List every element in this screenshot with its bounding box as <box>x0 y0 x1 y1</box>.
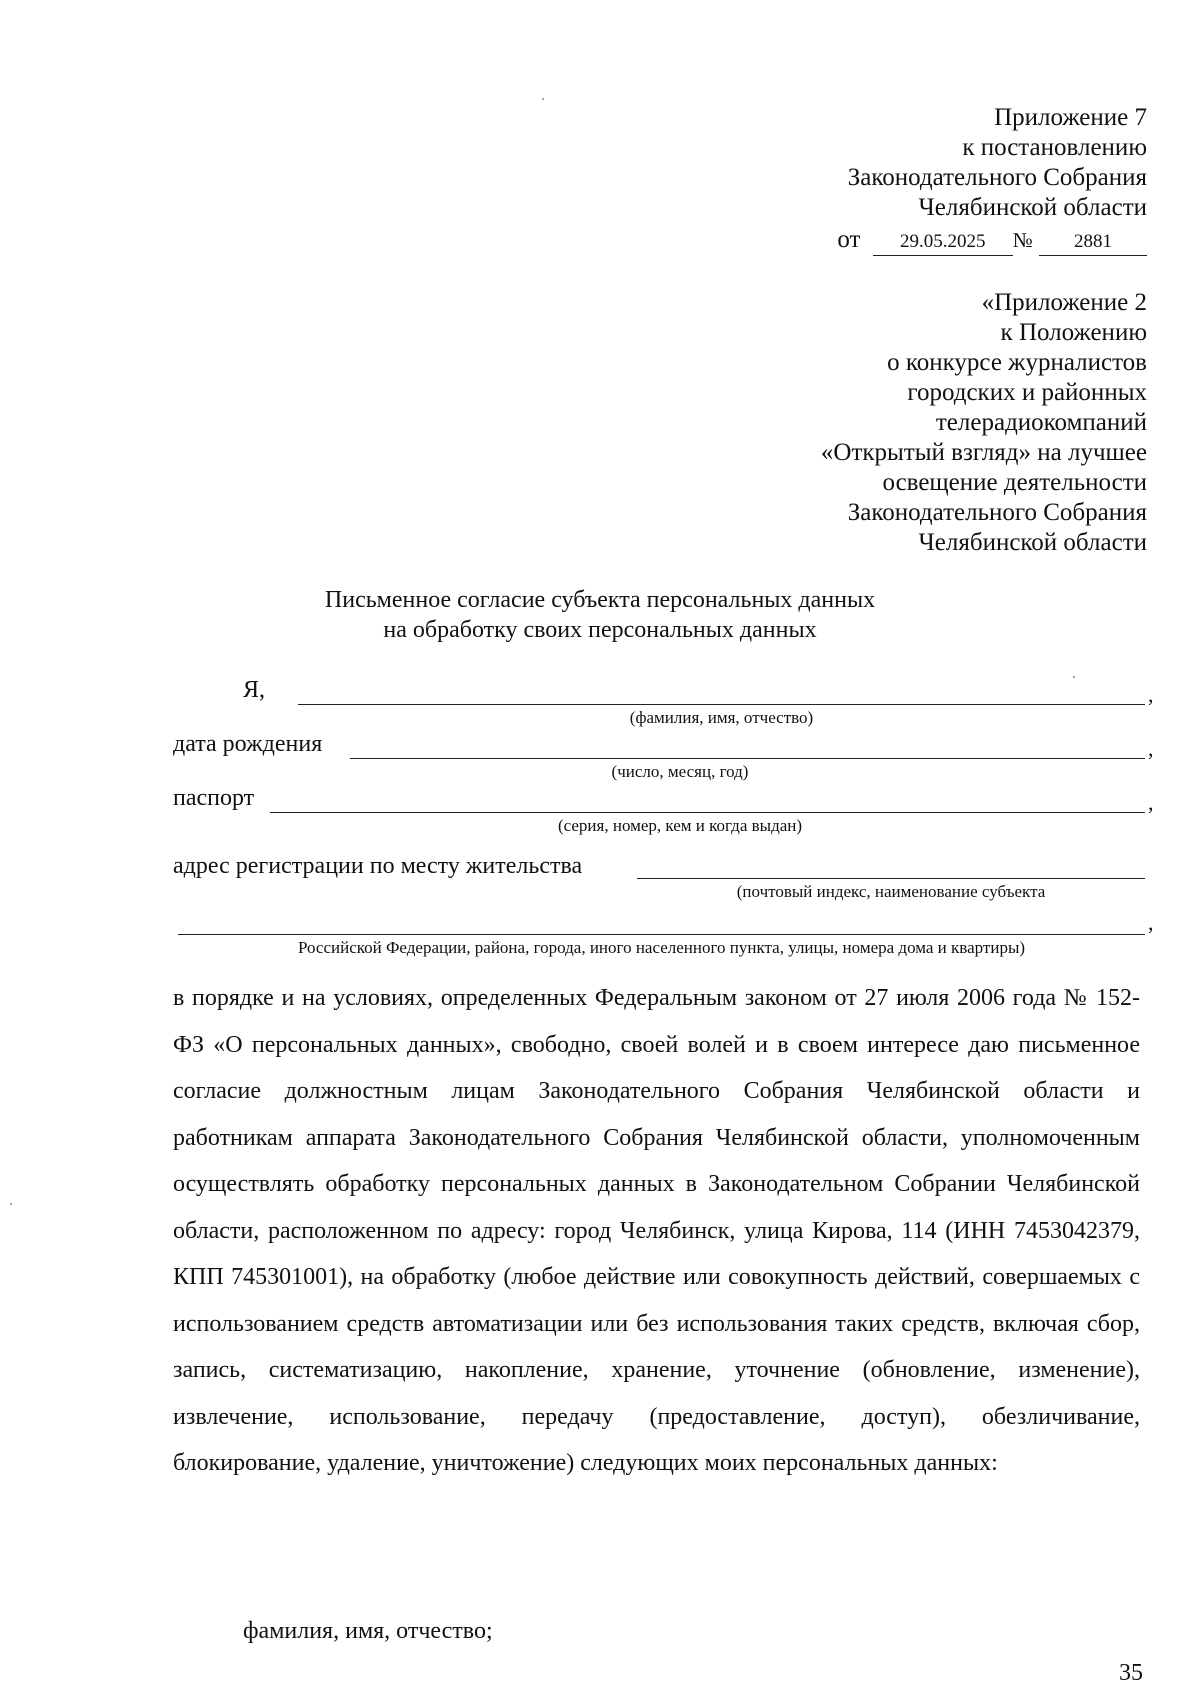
number-label: № <box>1012 228 1033 252</box>
from-label: от <box>837 226 861 253</box>
resolution-date-number <box>837 225 1147 256</box>
appendix-2-line: «Открытый взгляд» на лучшее <box>820 439 1147 466</box>
birth-date-hint: (число, месяц, год) <box>611 762 749 781</box>
appendix-2-line: к Положению <box>1000 319 1147 346</box>
comma: , <box>1148 910 1154 935</box>
scan-speck <box>10 1203 12 1205</box>
document-title-line-2: на обработку своих персональных данных <box>383 617 817 643</box>
resolution-date: 29.05.2025 <box>873 229 1013 256</box>
appendix-7-header <box>837 103 1147 256</box>
resolution-number: 2881 <box>1039 229 1147 256</box>
address-hint-1: (почтовый индекс, наименование субъекта <box>736 882 1046 901</box>
appendix-2-line: телерадиокомпаний <box>935 409 1147 436</box>
passport-hint: (серия, номер, кем и когда выдан) <box>557 816 803 835</box>
appendix-7-line: Законодательного Собрания <box>847 164 1147 191</box>
appendix-2-line: освещение деятельности <box>882 469 1147 496</box>
appendix-7-line: Приложение 7 <box>994 104 1147 131</box>
appendix-2-line: «Приложение 2 <box>981 289 1147 316</box>
address-field-line-1[interactable] <box>637 878 1145 879</box>
consent-body-paragraph: в порядке и на условиях, определенных Федеральным законом от 27 июля 2006 года № 152-ФЗ «О персональных данных», свободно, своей волей и в своем интересе даю письменное согласие должностным лицам Законодательного Собрания Челябинской области и работникам аппарата Законодательного Собрания Челябинской области, уполномоченным осуществлять обработку персональных данных в Законодательном Собрании Челябинской области, расположенном по адресу: город Челябинск, улица Кирова, 114 (ИНН 7453042379, КПП 745301001), на обработку (любое действие или совокупность действий, совершаемых с использованием средств автоматизации или без использования таких средств, включая сбор, запись, систематизацию, накопление, хранение, уточнение (обновление, изменение), извлечение, использование, передачу (предоставление, доступ), обезличивание, блокирование, удаление, уничтожение) следующих моих персональных данных: <box>173 985 1140 1476</box>
name-label: Я, <box>243 677 266 703</box>
passport-label: паспорт <box>173 785 255 811</box>
appendix-7-line: к постановлению <box>962 134 1147 161</box>
appendix-7-line: Челябинской области <box>918 194 1147 221</box>
address-label: адрес регистрации по месту жительства <box>173 853 583 879</box>
passport-field-line[interactable] <box>270 812 1145 813</box>
comma: , <box>1148 682 1154 707</box>
name-field-line[interactable] <box>298 704 1145 705</box>
appendix-2-line: городских и районных <box>907 379 1147 406</box>
comma: , <box>1148 790 1154 815</box>
scan-speck <box>542 98 544 100</box>
birth-date-label: дата рождения <box>173 731 323 757</box>
appendix-2-line: Законодательного Собрания <box>847 499 1147 526</box>
comma: , <box>1148 736 1154 761</box>
list-item: фамилия, имя, отчество; <box>243 1618 493 1644</box>
name-hint: (фамилия, имя, отчество) <box>629 708 814 727</box>
address-field-line-2[interactable] <box>178 934 1145 935</box>
birth-date-field-line[interactable] <box>350 758 1145 759</box>
document-title-line-1: Письменное согласие субъекта персональных данных <box>324 587 876 613</box>
address-hint-2: Российской Федерации, района, города, иного населенного пункта, улицы, номера дома и квартиры) <box>297 938 1026 957</box>
appendix-2-line: Челябинской области <box>918 529 1147 556</box>
appendix-2-header <box>821 288 1147 558</box>
scan-speck <box>1073 676 1075 678</box>
appendix-2-line: о конкурсе журналистов <box>887 349 1147 376</box>
page-number: 35 <box>1119 1660 1143 1686</box>
